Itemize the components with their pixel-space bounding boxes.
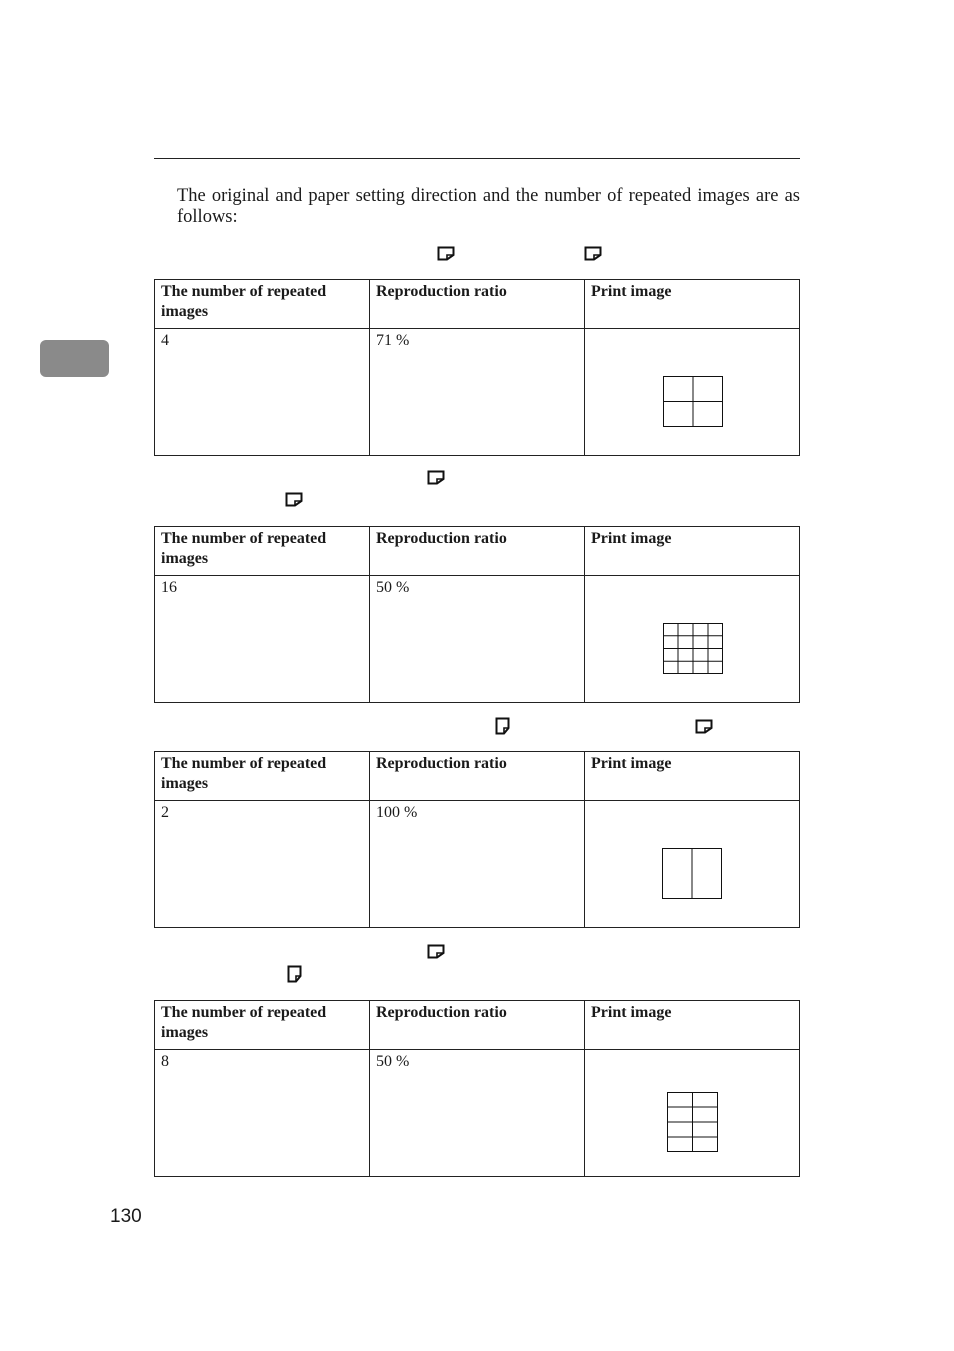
intro-paragraph: The original and paper setting direction and the number of repeated images are as follows: [177, 186, 800, 227]
print-image-grid [663, 376, 723, 427]
header-count: The number of repeated images [161, 1004, 327, 1041]
print-image-grid [662, 848, 722, 899]
header-print-image: Print image [591, 755, 672, 772]
header-count: The number of repeated images [161, 755, 327, 792]
landscape-paper-icon [427, 470, 445, 485]
repeat-table-3 [154, 751, 800, 928]
landscape-paper-icon [437, 246, 455, 261]
header-count: The number of repeated images [161, 283, 327, 320]
print-image-grid [667, 1092, 718, 1152]
cell-ratio: 50 % [376, 1053, 410, 1070]
cell-count: 16 [161, 579, 177, 596]
cell-count: 4 [161, 332, 169, 349]
print-image-grid [663, 623, 723, 674]
header-print-image: Print image [591, 1004, 672, 1021]
header-print-image: Print image [591, 283, 672, 300]
cell-count: 8 [161, 1053, 169, 1070]
header-ratio: Reproduction ratio [376, 755, 507, 772]
header-print-image: Print image [591, 530, 672, 547]
landscape-paper-icon [584, 246, 602, 261]
repeat-table-1 [154, 279, 800, 456]
landscape-paper-icon [427, 944, 445, 959]
portrait-paper-icon [495, 717, 510, 735]
header-rule [154, 158, 800, 159]
repeat-table-2 [154, 526, 800, 703]
header-ratio: Reproduction ratio [376, 530, 507, 547]
cell-ratio: 71 % [376, 332, 410, 349]
page-number: 130 [110, 1206, 142, 1227]
header-ratio: Reproduction ratio [376, 283, 507, 300]
header-ratio: Reproduction ratio [376, 1004, 507, 1021]
portrait-paper-icon [287, 965, 302, 983]
chapter-tab [40, 340, 109, 377]
cell-count: 2 [161, 804, 169, 821]
repeat-table-4 [154, 1000, 800, 1177]
cell-ratio: 50 % [376, 579, 410, 596]
landscape-paper-icon [285, 492, 303, 507]
cell-ratio: 100 % [376, 804, 418, 821]
landscape-paper-icon [695, 719, 713, 734]
header-count: The number of repeated images [161, 530, 327, 567]
